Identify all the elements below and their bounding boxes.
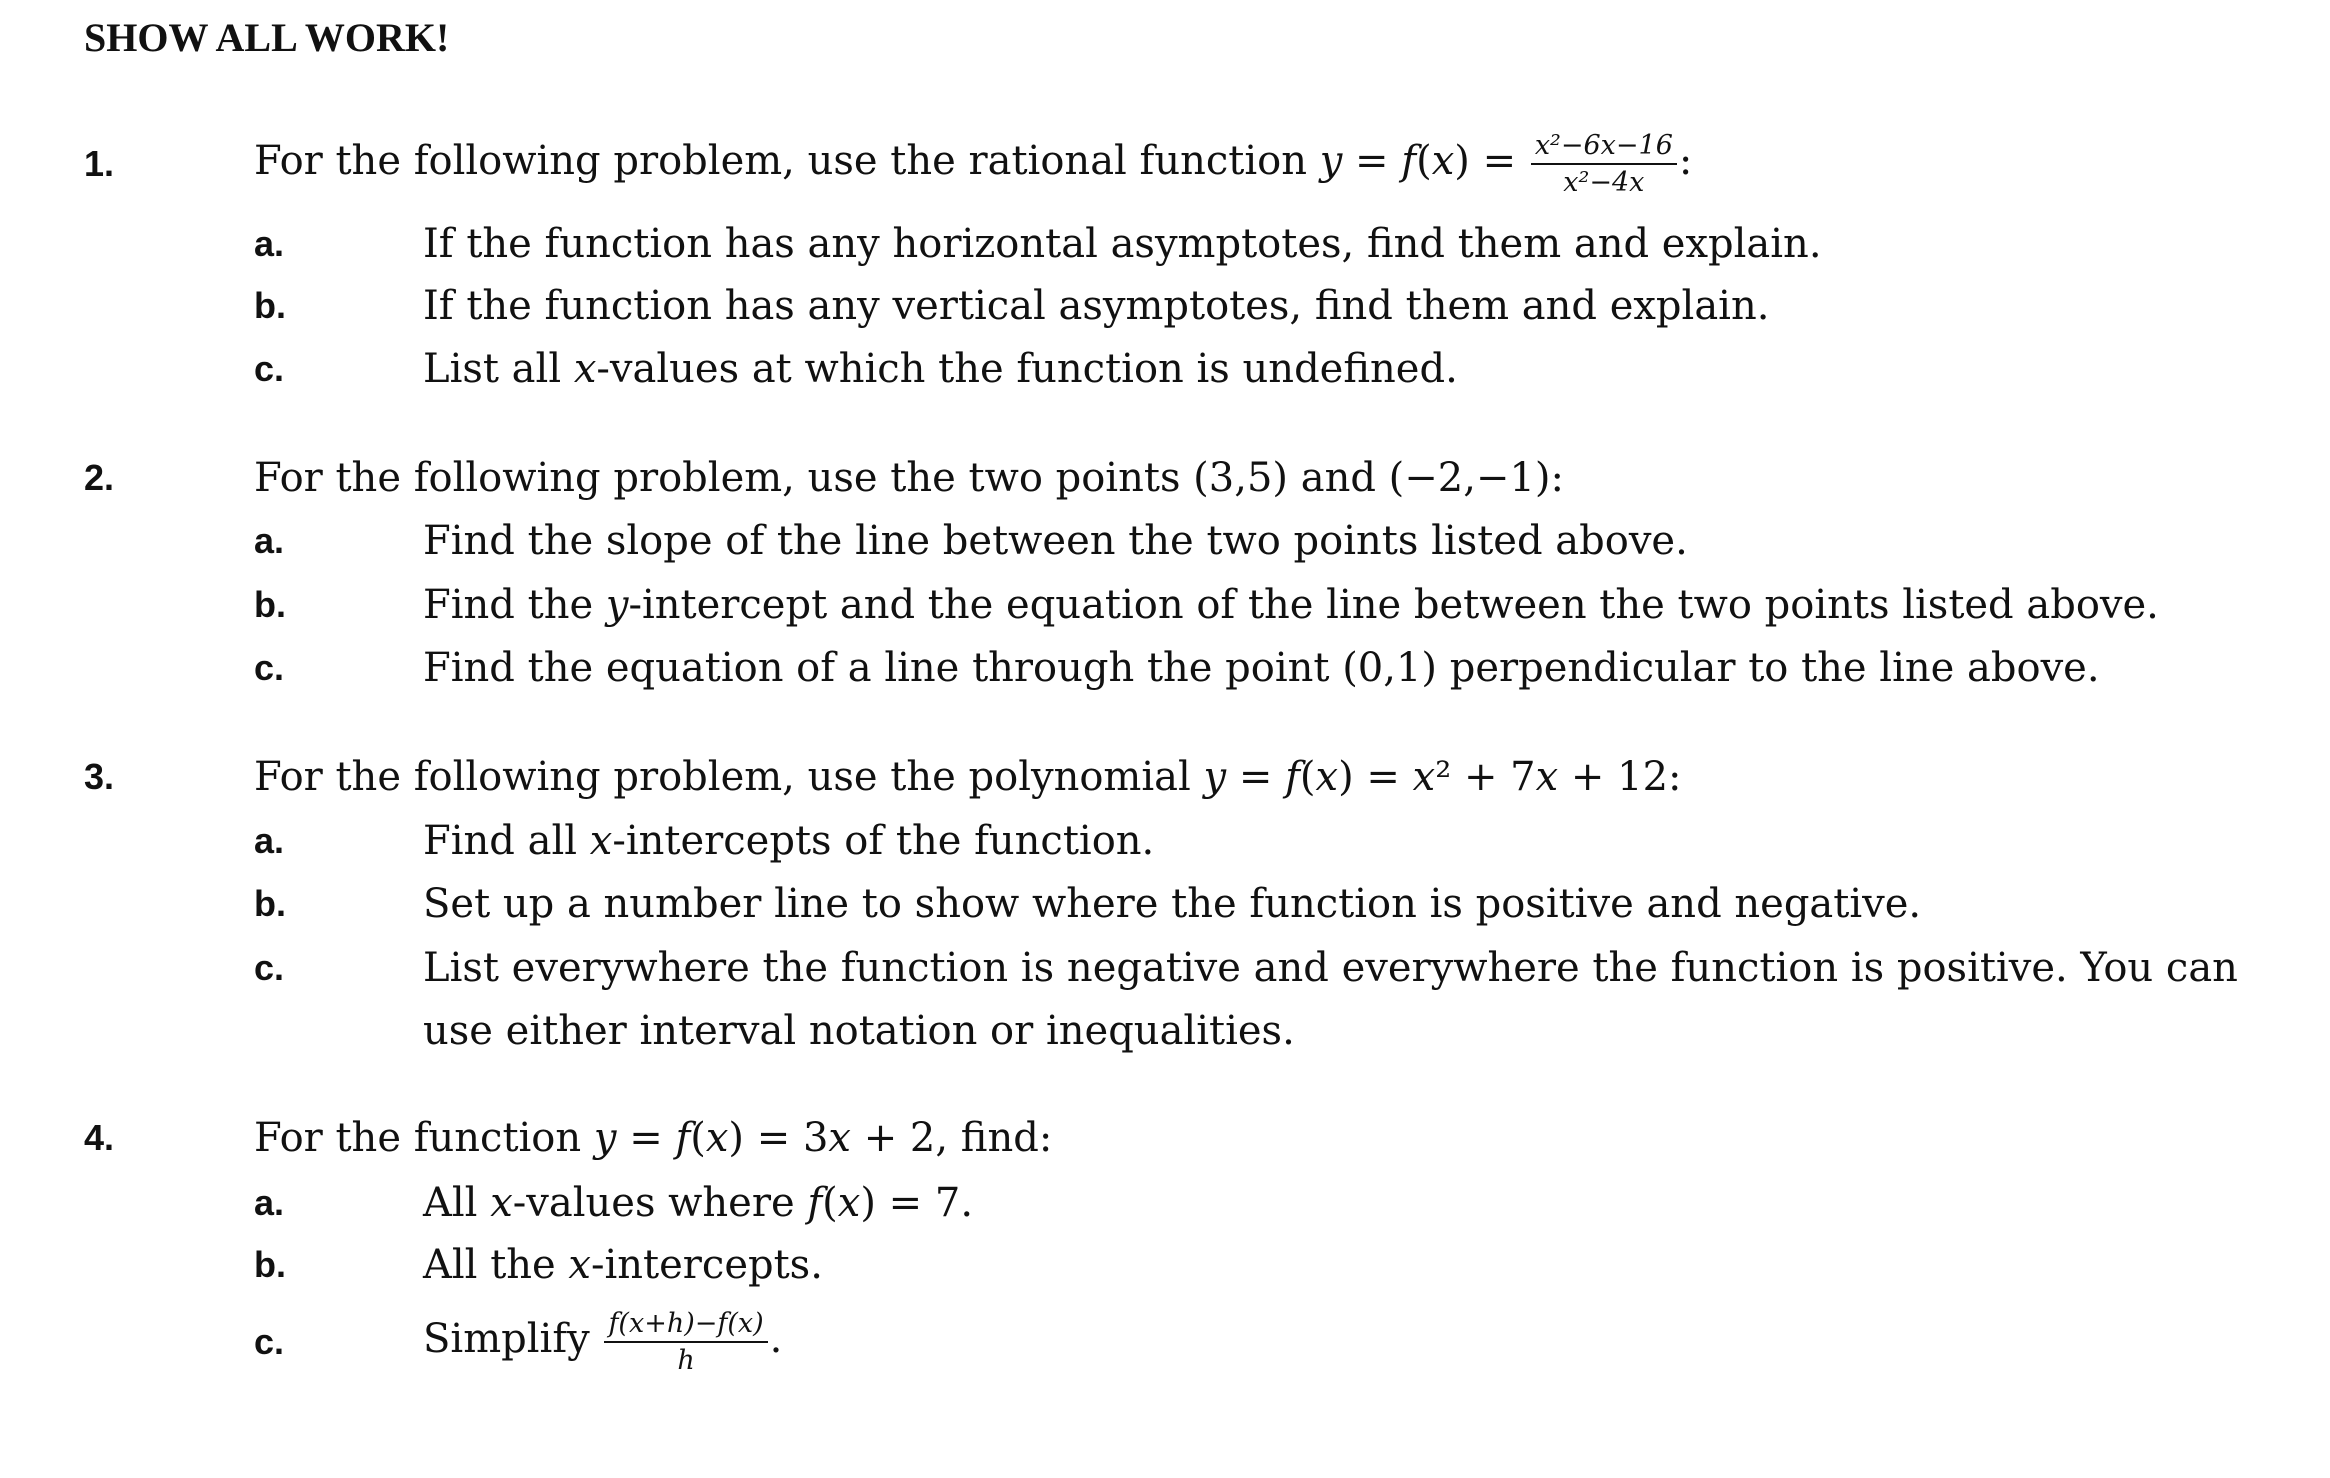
part-letter: a. <box>254 1182 285 1223</box>
part-text <box>423 582 2159 628</box>
text-segment: = <box>616 1115 676 1161</box>
page-title: SHOW ALL WORK! <box>84 15 450 60</box>
part-text-continuation <box>423 1008 1295 1054</box>
text-segment: Find the equation of a line through the point (0,1) perpendicular to the line above. <box>423 645 2100 691</box>
text-segment: ) = <box>1454 138 1529 184</box>
math-variable: y <box>1203 754 1227 800</box>
text-segment: Find the slope of the line between the two points listed above. <box>423 518 1688 564</box>
part-text <box>423 945 2238 991</box>
text-segment: All the <box>423 1242 569 1288</box>
math-variable: x <box>1535 754 1559 800</box>
text-segment: -intercepts of the function. <box>612 818 1155 864</box>
text-segment: If the function has any vertical asymptotes, find them and explain. <box>423 283 1770 329</box>
text-segment: ² + 7 <box>1435 754 1536 800</box>
text-segment: Find the <box>423 582 606 628</box>
text-segment: ) = 7. <box>860 1180 974 1226</box>
text-segment: -values at which the function is undefined. <box>596 346 1458 392</box>
part-text <box>423 1180 973 1226</box>
text-segment: = <box>1342 138 1402 184</box>
part-text <box>423 1308 782 1376</box>
math-variable: f <box>1401 138 1417 184</box>
problem-number: 4. <box>84 1117 115 1158</box>
problem-number: 1. <box>84 143 115 184</box>
text-segment: + 12: <box>1558 754 1682 800</box>
fraction <box>604 1308 767 1376</box>
part-letter: b. <box>254 584 286 625</box>
text-segment: + 2, find: <box>850 1115 1053 1161</box>
part-text <box>423 645 2100 691</box>
part-letter: c. <box>254 947 285 988</box>
text-segment: All <box>423 1180 491 1226</box>
part-letter: b. <box>254 1244 286 1285</box>
text-segment: Set up a number line to show where the function is positive and negative. <box>423 881 1922 927</box>
part-text <box>423 518 1688 564</box>
problem-number: 2. <box>84 457 115 498</box>
math-variable: f <box>675 1115 691 1161</box>
math-variable: x <box>573 346 597 392</box>
math-variable: x <box>490 1180 513 1226</box>
text-segment: -intercepts. <box>590 1242 823 1288</box>
math-variable: x <box>705 1115 729 1161</box>
math-variable: x <box>568 1242 591 1288</box>
part-text <box>423 283 1769 329</box>
part-text <box>423 346 1458 392</box>
text-segment: use either interval notation or inequalities. <box>423 1008 1295 1054</box>
text-segment: Find all <box>423 818 590 864</box>
math-variable: f <box>807 1180 823 1226</box>
part-text <box>423 221 1822 267</box>
punctuation: : <box>1678 138 1693 184</box>
part-letter: a. <box>254 520 285 561</box>
part-letter: b. <box>254 285 286 326</box>
fraction-numerator: f(x+h)−f(x) <box>604 1308 767 1343</box>
math-variable: y <box>593 1115 617 1161</box>
math-variable: x <box>589 818 613 864</box>
text-segment: List everywhere the function is negative and everywhere the function is positive. You can <box>423 945 2238 991</box>
text-segment: ) = 3 <box>728 1115 829 1161</box>
punctuation: . <box>769 1316 783 1362</box>
text-segment: ) = <box>1338 754 1413 800</box>
fraction <box>1531 130 1677 198</box>
text-segment: If the function has any horizontal asymptotes, find them and explain. <box>423 221 1822 267</box>
problem-number: 3. <box>84 756 115 797</box>
part-letter: c. <box>254 647 285 688</box>
part-letter: b. <box>254 883 286 924</box>
part-text <box>423 1242 823 1288</box>
math-variable: x <box>1412 754 1436 800</box>
fraction-denominator: h <box>677 1345 695 1376</box>
text-segment: ( <box>822 1180 838 1226</box>
text-segment: ( <box>1416 138 1432 184</box>
text-segment: Simplify <box>423 1316 603 1362</box>
text-segment: For the following problem, use the two points (3,5) and (−2,−1): <box>254 455 1564 501</box>
math-variable: y <box>1319 138 1343 184</box>
text-segment: For the following problem, use the rational function <box>254 138 1320 184</box>
text-segment: For the following problem, use the polynomial <box>254 754 1204 800</box>
part-letter: a. <box>254 223 285 264</box>
text-segment: -values where <box>512 1180 808 1226</box>
text-segment: = <box>1226 754 1286 800</box>
math-variable: x <box>828 1115 851 1161</box>
problem-statement <box>254 754 1682 800</box>
problem-statement <box>254 130 1692 198</box>
part-text <box>423 881 1921 927</box>
math-variable: x <box>1315 754 1339 800</box>
text-segment: ( <box>1299 754 1316 800</box>
text-segment: For the function <box>254 1115 594 1161</box>
math-variable: f <box>1285 754 1300 800</box>
text-segment: List all <box>423 346 574 392</box>
fraction-numerator: x²−6x−16 <box>1531 130 1677 165</box>
fraction-denominator: x²−4x <box>1563 167 1645 198</box>
text-segment: ( <box>690 1115 706 1161</box>
part-text <box>423 818 1154 864</box>
text-segment: -intercept and the equation of the line between the two points listed above. <box>628 582 2159 628</box>
problem-statement <box>254 455 1564 501</box>
math-variable: x <box>837 1180 861 1226</box>
part-letter: a. <box>254 820 285 861</box>
math-variable: y <box>605 582 629 628</box>
problem-statement <box>254 1115 1052 1161</box>
math-variable: x <box>1431 138 1455 184</box>
part-letter: c. <box>254 1321 285 1362</box>
part-letter: c. <box>254 348 285 389</box>
